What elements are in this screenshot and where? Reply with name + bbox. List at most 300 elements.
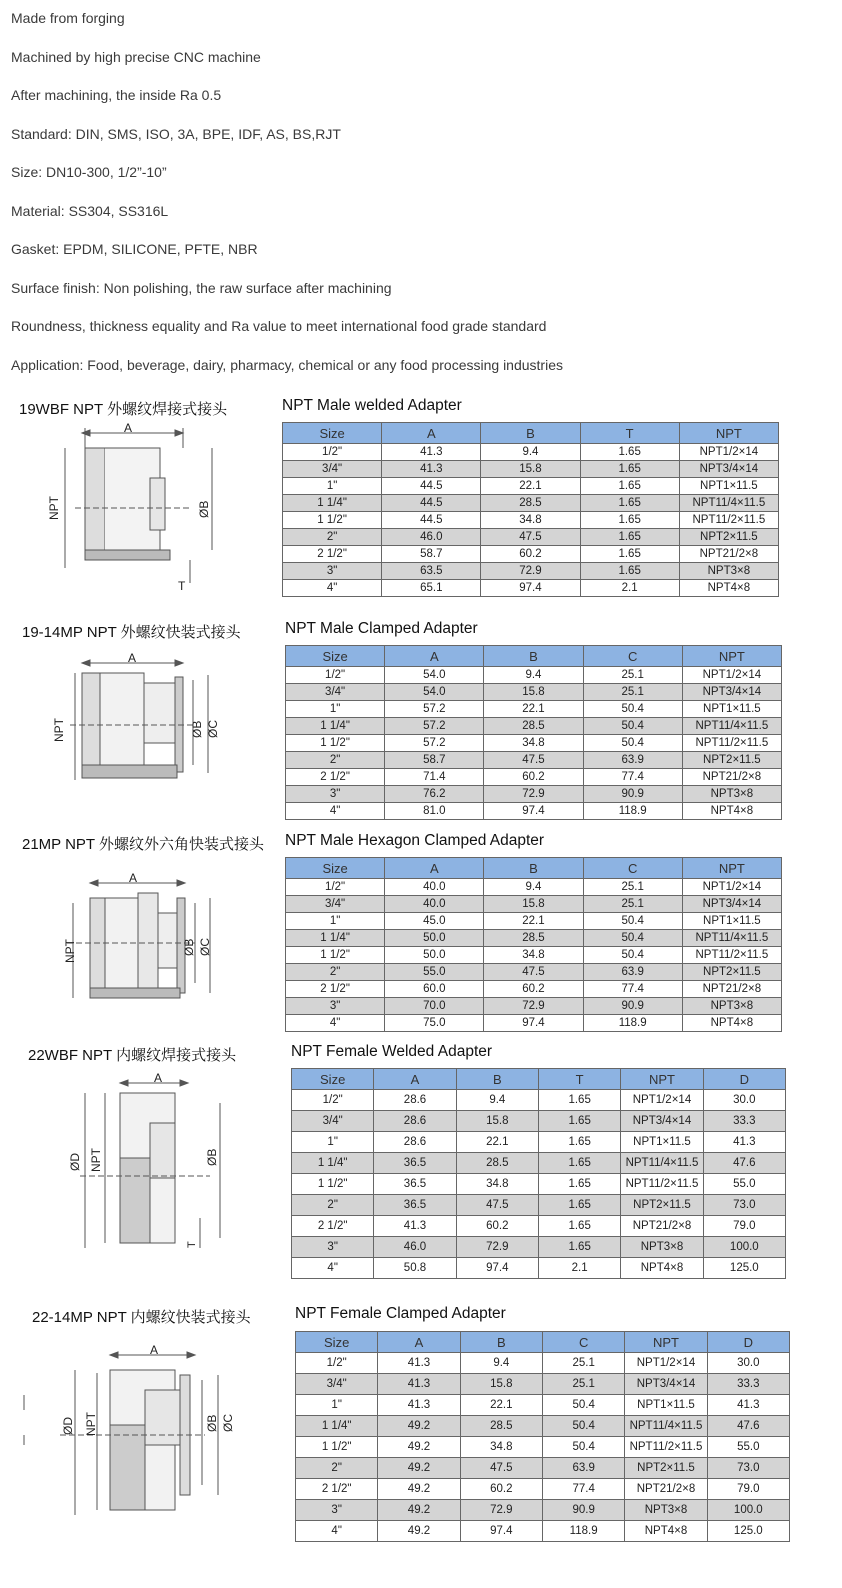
table-cell: 25.1 xyxy=(583,879,682,896)
table-cell: 60.0 xyxy=(385,981,484,998)
table-header-cell: NPT xyxy=(679,423,778,444)
table-cell: 41.3 xyxy=(378,1395,460,1416)
table-cell: 30.0 xyxy=(703,1090,785,1111)
spec-line: Made from forging xyxy=(11,10,125,26)
table-row xyxy=(283,529,779,546)
table-row xyxy=(286,947,782,964)
table-cell: 90.9 xyxy=(583,786,682,803)
table-row xyxy=(292,1195,786,1216)
table-cell: NPT1/2×14 xyxy=(621,1090,703,1111)
table-cell: 1 1/4" xyxy=(283,495,382,512)
table-cell: 2 1/2" xyxy=(286,769,385,786)
table-cell: NPT21/2×8 xyxy=(682,981,781,998)
dim-label: ØB xyxy=(190,720,204,738)
table-cell: 72.9 xyxy=(456,1237,538,1258)
section-cn-title: 19WBF NPT 外螺纹焊接式接头 xyxy=(19,401,228,418)
table-row xyxy=(286,667,782,684)
spec-table xyxy=(285,645,782,820)
table-cell: 1/2" xyxy=(286,879,385,896)
table-cell: 15.8 xyxy=(460,1374,542,1395)
table-cell: 41.3 xyxy=(378,1353,460,1374)
table-header-cell: A xyxy=(385,646,484,667)
dim-label: A xyxy=(129,871,138,885)
table-cell: 1.65 xyxy=(538,1132,620,1153)
table-cell: 4" xyxy=(286,803,385,820)
table-row xyxy=(286,998,782,1015)
table-header-row xyxy=(283,423,779,444)
table-row xyxy=(286,803,782,820)
table-cell: 3" xyxy=(286,998,385,1015)
table-cell: 47.6 xyxy=(703,1153,785,1174)
table-row xyxy=(283,478,779,495)
table-cell: NPT1×11.5 xyxy=(679,478,778,495)
table-cell: 1.65 xyxy=(538,1237,620,1258)
table-cell: 125.0 xyxy=(707,1521,789,1542)
table-cell: 22.1 xyxy=(484,701,583,718)
table-row xyxy=(283,444,779,461)
table-cell: 1 1/4" xyxy=(286,930,385,947)
table-cell: 1 1/2" xyxy=(292,1174,374,1195)
dim-label: ØC xyxy=(206,720,220,738)
dim-label: NPT xyxy=(63,939,77,963)
table-cell: NPT11/4×11.5 xyxy=(682,718,781,735)
table-cell: 4" xyxy=(283,580,382,597)
table-cell: 34.8 xyxy=(456,1174,538,1195)
table-row xyxy=(286,930,782,947)
table-cell: 54.0 xyxy=(385,667,484,684)
table-cell: 45.0 xyxy=(385,913,484,930)
table-cell: 28.5 xyxy=(481,495,580,512)
table-cell: 97.4 xyxy=(481,580,580,597)
table-cell: 1.65 xyxy=(580,495,679,512)
table-row xyxy=(286,964,782,981)
table-cell: 1/2" xyxy=(292,1090,374,1111)
table-cell: 97.4 xyxy=(456,1258,538,1279)
dim-label: NPT xyxy=(47,496,61,520)
table-cell: NPT2×11.5 xyxy=(682,964,781,981)
table-row xyxy=(283,461,779,478)
table-cell: NPT3×8 xyxy=(625,1500,707,1521)
table-cell: NPT1/2×14 xyxy=(682,879,781,896)
spec-line: Material: SS304, SS316L xyxy=(11,203,169,219)
table-cell: 57.2 xyxy=(385,735,484,752)
table-cell: 1" xyxy=(296,1395,378,1416)
table-cell: 1" xyxy=(286,701,385,718)
table-cell: 15.8 xyxy=(484,896,583,913)
table-header-cell: Size xyxy=(292,1069,374,1090)
table-header-cell: D xyxy=(703,1069,785,1090)
table-cell: NPT11/4×11.5 xyxy=(625,1416,707,1437)
table-cell: 9.4 xyxy=(456,1090,538,1111)
table-cell: 63.9 xyxy=(583,752,682,769)
table-row xyxy=(286,913,782,930)
dim-label: ØB xyxy=(182,938,196,956)
table-cell: 97.4 xyxy=(460,1521,542,1542)
spec-line: Surface finish: Non polishing, the raw surface after machining xyxy=(11,280,392,296)
table-cell: 36.5 xyxy=(374,1153,456,1174)
table-cell: 1.65 xyxy=(580,444,679,461)
table-cell: NPT3/4×14 xyxy=(679,461,778,478)
table-cell: NPT11/4×11.5 xyxy=(682,930,781,947)
table-cell: 2.1 xyxy=(580,580,679,597)
section-en-title: NPT Male Hexagon Clamped Adapter xyxy=(285,832,545,849)
table-cell: 50.8 xyxy=(374,1258,456,1279)
table-cell: 9.4 xyxy=(484,667,583,684)
table-cell: 22.1 xyxy=(456,1132,538,1153)
table-row xyxy=(296,1458,790,1479)
table-cell: NPT1×11.5 xyxy=(621,1132,703,1153)
table-cell: 100.0 xyxy=(707,1500,789,1521)
table-cell: 1.65 xyxy=(580,546,679,563)
table-header-cell: Size xyxy=(283,423,382,444)
table-cell: 63.5 xyxy=(382,563,481,580)
table-cell: NPT2×11.5 xyxy=(621,1195,703,1216)
table-cell: 90.9 xyxy=(542,1500,624,1521)
table-cell: NPT11/2×11.5 xyxy=(679,512,778,529)
table-cell: 34.8 xyxy=(484,735,583,752)
table-cell: 41.3 xyxy=(382,461,481,478)
table-cell: 49.2 xyxy=(378,1458,460,1479)
table-cell: 49.2 xyxy=(378,1500,460,1521)
table-cell: NPT4×8 xyxy=(682,803,781,820)
table-cell: 3" xyxy=(286,786,385,803)
table-cell: 49.2 xyxy=(378,1479,460,1500)
table-cell: 90.9 xyxy=(583,998,682,1015)
table-cell: 36.5 xyxy=(374,1174,456,1195)
table-cell: 3/4" xyxy=(292,1111,374,1132)
table-row xyxy=(283,512,779,529)
table-cell: 15.8 xyxy=(456,1111,538,1132)
table-cell: 1 1/2" xyxy=(286,947,385,964)
table-cell: 28.6 xyxy=(374,1090,456,1111)
table-cell: NPT4×8 xyxy=(625,1521,707,1542)
table-cell: 81.0 xyxy=(385,803,484,820)
table-cell: 60.2 xyxy=(460,1479,542,1500)
spec-line: Roundness, thickness equality and Ra value to meet international food grade standard xyxy=(11,318,547,334)
table-cell: NPT3×8 xyxy=(621,1237,703,1258)
table-row xyxy=(286,786,782,803)
table-cell: 3/4" xyxy=(283,461,382,478)
table-header-cell: NPT xyxy=(682,858,781,879)
table-cell: 3" xyxy=(283,563,382,580)
table-cell: 33.3 xyxy=(707,1374,789,1395)
table-cell: 3/4" xyxy=(286,896,385,913)
table-cell: 75.0 xyxy=(385,1015,484,1032)
table-cell: 97.4 xyxy=(484,803,583,820)
table-cell: NPT4×8 xyxy=(682,1015,781,1032)
table-cell: 15.8 xyxy=(481,461,580,478)
table-row xyxy=(296,1521,790,1542)
dim-label: A xyxy=(128,651,137,665)
table-row xyxy=(286,879,782,896)
table-cell: 22.1 xyxy=(481,478,580,495)
dim-label: A xyxy=(154,1071,163,1085)
table-cell: 1.65 xyxy=(538,1153,620,1174)
table-cell: 1.65 xyxy=(580,461,679,478)
table-cell: 57.2 xyxy=(385,718,484,735)
table-cell: 2" xyxy=(286,752,385,769)
section-cn-title: 21MP NPT 外螺纹外六角快装式接头 xyxy=(22,836,264,853)
table-cell: 1" xyxy=(292,1132,374,1153)
table-cell: NPT11/2×11.5 xyxy=(621,1174,703,1195)
dim-label: ØD xyxy=(68,1153,82,1171)
table-cell: 41.3 xyxy=(382,444,481,461)
table-cell: NPT4×8 xyxy=(621,1258,703,1279)
table-row xyxy=(283,580,779,597)
table-cell: 55.0 xyxy=(707,1437,789,1458)
table-header-row xyxy=(286,646,782,667)
table-cell: 60.2 xyxy=(484,769,583,786)
table-cell: 9.4 xyxy=(484,879,583,896)
table-row xyxy=(292,1111,786,1132)
table-cell: 118.9 xyxy=(583,1015,682,1032)
table-cell: 50.4 xyxy=(542,1437,624,1458)
table-cell: NPT1×11.5 xyxy=(682,913,781,930)
table-cell: 97.4 xyxy=(484,1015,583,1032)
table-cell: 65.1 xyxy=(382,580,481,597)
table-cell: 28.5 xyxy=(484,930,583,947)
spec-line: After machining, the inside Ra 0.5 xyxy=(11,87,222,103)
spec-table xyxy=(285,857,782,1032)
table-cell: NPT1/2×14 xyxy=(682,667,781,684)
male-clamped-adapter-drawing xyxy=(45,645,235,795)
table-row xyxy=(286,896,782,913)
table-cell: 73.0 xyxy=(703,1195,785,1216)
table-cell: 118.9 xyxy=(542,1521,624,1542)
table-cell: 72.9 xyxy=(460,1500,542,1521)
table-cell: NPT21/2×8 xyxy=(682,769,781,786)
table-cell: NPT11/4×11.5 xyxy=(679,495,778,512)
table-cell: 3" xyxy=(296,1500,378,1521)
table-cell: 1.65 xyxy=(580,563,679,580)
table-cell: 1 1/4" xyxy=(296,1416,378,1437)
female-clamped-adapter-drawing xyxy=(20,1335,250,1525)
dim-label: A xyxy=(124,421,133,435)
section-en-title: NPT Female Welded Adapter xyxy=(291,1043,493,1060)
table-cell: 33.3 xyxy=(703,1111,785,1132)
table-row xyxy=(296,1374,790,1395)
table-cell: 1/2" xyxy=(296,1353,378,1374)
table-cell: 60.2 xyxy=(456,1216,538,1237)
table-cell: NPT21/2×8 xyxy=(625,1479,707,1500)
table-cell: 28.6 xyxy=(374,1132,456,1153)
table-cell: 2 1/2" xyxy=(286,981,385,998)
table-cell: NPT1×11.5 xyxy=(625,1395,707,1416)
table-row xyxy=(296,1416,790,1437)
table-cell: 50.4 xyxy=(542,1416,624,1437)
table-cell: 1 1/2" xyxy=(296,1437,378,1458)
table-cell: 3" xyxy=(292,1237,374,1258)
table-row xyxy=(296,1353,790,1374)
table-cell: 30.0 xyxy=(707,1353,789,1374)
table-header-cell: C xyxy=(583,858,682,879)
table-cell: NPT3×8 xyxy=(679,563,778,580)
dim-label: ØC xyxy=(198,938,212,956)
table-header-cell: T xyxy=(580,423,679,444)
table-cell: NPT1/2×14 xyxy=(625,1353,707,1374)
table-cell: 4" xyxy=(296,1521,378,1542)
table-cell: 58.7 xyxy=(382,546,481,563)
table-cell: NPT3/4×14 xyxy=(682,896,781,913)
table-header-cell: Size xyxy=(296,1332,378,1353)
table-cell: 55.0 xyxy=(385,964,484,981)
table-row xyxy=(286,981,782,998)
table-cell: 2" xyxy=(292,1195,374,1216)
spec-table xyxy=(282,422,779,597)
dim-label: T xyxy=(186,1241,198,1248)
table-cell: 28.6 xyxy=(374,1111,456,1132)
table-cell: 77.4 xyxy=(583,769,682,786)
spec-line: Gasket: EPDM, SILICONE, PFTE, NBR xyxy=(11,241,258,257)
table-cell: 47.5 xyxy=(484,964,583,981)
table-cell: 22.1 xyxy=(460,1395,542,1416)
table-row xyxy=(292,1258,786,1279)
spec-line: Machined by high precise CNC machine xyxy=(11,49,261,65)
table-row xyxy=(286,1015,782,1032)
table-header-cell: B xyxy=(456,1069,538,1090)
table-cell: 1.65 xyxy=(580,512,679,529)
table-header-cell: B xyxy=(481,423,580,444)
table-cell: 34.8 xyxy=(460,1437,542,1458)
table-cell: 2 1/2" xyxy=(292,1216,374,1237)
table-cell: 3/4" xyxy=(286,684,385,701)
table-cell: 79.0 xyxy=(707,1479,789,1500)
table-cell: 100.0 xyxy=(703,1237,785,1258)
table-cell: 118.9 xyxy=(583,803,682,820)
spec-line: Standard: DIN, SMS, ISO, 3A, BPE, IDF, AS, BS,RJT xyxy=(11,126,341,142)
table-cell: 50.4 xyxy=(583,735,682,752)
table-cell: 46.0 xyxy=(382,529,481,546)
table-cell: 49.2 xyxy=(378,1437,460,1458)
table-cell: 73.0 xyxy=(707,1458,789,1479)
table-cell: 58.7 xyxy=(385,752,484,769)
table-header-cell: Size xyxy=(286,858,385,879)
table-row xyxy=(286,718,782,735)
table-cell: 72.9 xyxy=(484,998,583,1015)
table-cell: 1/2" xyxy=(283,444,382,461)
table-cell: 49.2 xyxy=(378,1521,460,1542)
table-cell: 72.9 xyxy=(484,786,583,803)
section-cn-title: 22-14MP NPT 内螺纹快装式接头 xyxy=(32,1309,251,1326)
table-cell: 47.6 xyxy=(707,1416,789,1437)
table-cell: 60.2 xyxy=(481,546,580,563)
table-cell: 50.4 xyxy=(583,718,682,735)
table-cell: 41.3 xyxy=(378,1374,460,1395)
spec-table xyxy=(291,1068,786,1279)
table-cell: 41.3 xyxy=(703,1132,785,1153)
dim-label: ØD xyxy=(61,1417,75,1435)
table-cell: 46.0 xyxy=(374,1237,456,1258)
dim-label: NPT xyxy=(89,1148,103,1172)
table-cell: 41.3 xyxy=(374,1216,456,1237)
table-cell: 57.2 xyxy=(385,701,484,718)
table-header-cell: NPT xyxy=(625,1332,707,1353)
table-cell: 1.65 xyxy=(580,529,679,546)
table-cell: 1 1/4" xyxy=(286,718,385,735)
table-cell: NPT21/2×8 xyxy=(679,546,778,563)
table-header-cell: A xyxy=(385,858,484,879)
table-row xyxy=(292,1216,786,1237)
dim-label: T xyxy=(178,579,186,593)
table-header-cell: B xyxy=(484,858,583,879)
table-row xyxy=(296,1479,790,1500)
section-en-title: NPT Male welded Adapter xyxy=(282,397,462,414)
table-cell: NPT21/2×8 xyxy=(621,1216,703,1237)
table-cell: 44.5 xyxy=(382,478,481,495)
table-cell: NPT1/2×14 xyxy=(679,444,778,461)
table-header-cell: D xyxy=(707,1332,789,1353)
table-cell: 77.4 xyxy=(583,981,682,998)
table-cell: NPT4×8 xyxy=(679,580,778,597)
table-cell: 25.1 xyxy=(583,667,682,684)
table-cell: 2 1/2" xyxy=(296,1479,378,1500)
table-header-cell: A xyxy=(374,1069,456,1090)
table-cell: 22.1 xyxy=(484,913,583,930)
table-header-row xyxy=(286,858,782,879)
table-cell: 2" xyxy=(296,1458,378,1479)
table-cell: 47.5 xyxy=(481,529,580,546)
table-cell: NPT11/4×11.5 xyxy=(621,1153,703,1174)
table-cell: 25.1 xyxy=(583,684,682,701)
table-row xyxy=(286,684,782,701)
table-cell: 9.4 xyxy=(481,444,580,461)
table-cell: 34.8 xyxy=(481,512,580,529)
table-cell: NPT3×8 xyxy=(682,998,781,1015)
dim-label: ØB xyxy=(205,1148,219,1166)
table-cell: NPT2×11.5 xyxy=(679,529,778,546)
table-cell: 2.1 xyxy=(538,1258,620,1279)
table-cell: 1.65 xyxy=(538,1195,620,1216)
dim-label: A xyxy=(150,1343,159,1357)
table-row xyxy=(296,1500,790,1521)
spec-line: Application: Food, beverage, dairy, pharmacy, chemical or any food processing industries xyxy=(11,357,563,373)
table-cell: 40.0 xyxy=(385,896,484,913)
table-cell: 44.5 xyxy=(382,495,481,512)
table-cell: 1.65 xyxy=(580,478,679,495)
table-cell: NPT3/4×14 xyxy=(682,684,781,701)
table-cell: 4" xyxy=(286,1015,385,1032)
table-row xyxy=(283,546,779,563)
table-cell: 47.5 xyxy=(456,1195,538,1216)
table-cell: 54.0 xyxy=(385,684,484,701)
table-header-cell: A xyxy=(378,1332,460,1353)
table-cell: 25.1 xyxy=(542,1374,624,1395)
table-row xyxy=(292,1237,786,1258)
table-cell: 55.0 xyxy=(703,1174,785,1195)
table-cell: 25.1 xyxy=(583,896,682,913)
dim-label: ØB xyxy=(197,500,211,518)
table-row xyxy=(292,1174,786,1195)
table-cell: 40.0 xyxy=(385,879,484,896)
table-row xyxy=(292,1090,786,1111)
table-header-cell: NPT xyxy=(682,646,781,667)
table-cell: 50.4 xyxy=(583,930,682,947)
table-header-row xyxy=(292,1069,786,1090)
table-cell: 9.4 xyxy=(460,1353,542,1374)
table-cell: NPT1×11.5 xyxy=(682,701,781,718)
table-cell: NPT3×8 xyxy=(682,786,781,803)
table-cell: 50.4 xyxy=(583,947,682,964)
table-cell: 41.3 xyxy=(707,1395,789,1416)
table-cell: 15.8 xyxy=(484,684,583,701)
table-row xyxy=(283,495,779,512)
table-cell: NPT3/4×14 xyxy=(625,1374,707,1395)
female-welded-adapter-drawing xyxy=(60,1068,240,1258)
table-cell: 3/4" xyxy=(296,1374,378,1395)
dim-label: ØB xyxy=(205,1414,219,1432)
table-row xyxy=(286,735,782,752)
table-cell: 79.0 xyxy=(703,1216,785,1237)
